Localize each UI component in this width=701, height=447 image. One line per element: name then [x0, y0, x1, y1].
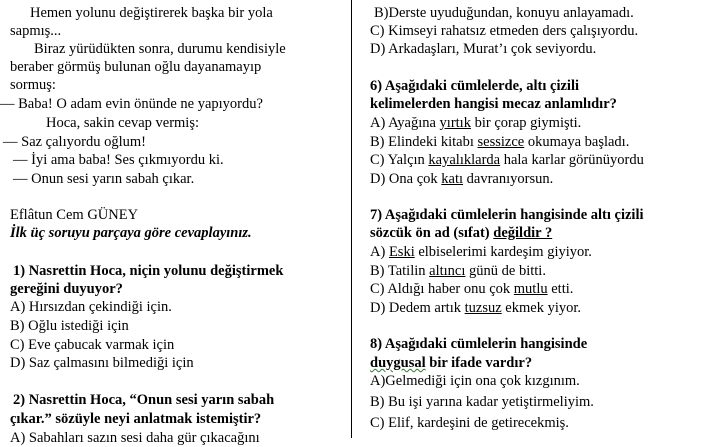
story-line-5: sormuş:: [10, 77, 56, 93]
q7-option-d: D) Dedem artık tuzsuz ekmek yiyor.: [370, 300, 582, 316]
story-line-7: Hoca, sakin cevap vermiş:: [46, 115, 200, 131]
column-divider: [351, 0, 352, 438]
q6-option-c: C) Yalçın kayalıklarda hala karlar görünüyordu: [370, 152, 644, 168]
q6-option-a: A) Ayağına yırtık bir çorap giymişti.: [370, 115, 582, 131]
q7-option-a: A) Eski elbiselerimi kardeşim giyiyor.: [370, 244, 592, 260]
story-line-6: — Baba! O adam evin önünde ne yapıyordu?: [0, 96, 263, 112]
q7-stem-line2: sözcük ön ad (sıfat) değildir ?: [370, 225, 553, 241]
q1-option-d: D) Saz çalmasını bilmediği için: [10, 355, 194, 371]
q6-stem-line1: 6) Aşağıdaki cümlelerde, altı çizili: [370, 78, 580, 94]
story-line-2: sapmış...: [10, 23, 62, 39]
q7-option-b: B) Tatilin altıncı günü de bitti.: [370, 263, 546, 279]
q2-stem-line1: 2) Nasrettin Hoca, “Onun sesi yarın sabah: [13, 392, 275, 408]
q2-option-a: A) Sabahları sazın sesi daha gür çıkacağını: [10, 430, 260, 446]
q1-option-c: C) Eve çabucak varmak için: [10, 337, 175, 353]
q6-c-underlined-word: kayalıklarda: [428, 152, 501, 168]
q7-b-underlined-word: altıncı: [429, 263, 466, 279]
story-line-10: — Onun sesi yarın sabah çıkar.: [13, 171, 195, 187]
q1-option-a: A) Hırsızdan çekindiği için.: [10, 299, 172, 315]
q6-option-d: D) Ona çok katı davranıyorsun.: [370, 171, 554, 187]
story-line-9: — İyi ama baba! Ses çıkmıyordu ki.: [13, 152, 224, 168]
instruction-text: İlk üç soruyu parçaya göre cevaplayınız.: [10, 225, 252, 241]
q1-stem-line1: 1) Nasrettin Hoca, niçin yolunu değiştirmek: [13, 263, 284, 279]
story-line-1: Hemen yolunu değiştirerek başka bir yola: [30, 5, 273, 21]
q2-stem-line2: çıkar.” sözüyle neyi anlatmak istemiştir?: [10, 411, 262, 427]
author-name: Eflâtun Cem GÜNEY: [10, 207, 139, 223]
q8-option-b: B) Bu işi yarına kadar yetiştirmeliyim.: [370, 394, 594, 410]
q8-option-c: C) Elif, kardeşini de getirecekmiş.: [370, 415, 569, 431]
q1-option-b: B) Oğlu istediği için: [10, 318, 129, 334]
q6-b-underlined-word: sessizce: [477, 134, 525, 150]
q6-d-underlined-word: katı: [441, 171, 464, 187]
q7-underlined-word: değildir ?: [493, 225, 553, 241]
q7-c-underlined-word: mutlu: [513, 281, 548, 297]
q7-d-underlined-word: tuzsuz: [464, 300, 502, 316]
q5-option-c: C) Kimseyi rahatsız etmeden ders çalışıyordu.: [370, 23, 639, 39]
story-line-4: beraber görmüş bulunan oğlu dayanamayıp: [10, 59, 262, 75]
story-line-3: Biraz yürüdükten sonra, durumu kendisiyle: [34, 41, 286, 57]
q7-a-underlined-word: Eski: [388, 244, 415, 260]
q8-spellcheck-word: duygusal: [370, 355, 426, 371]
q6-option-b: B) Elindeki kitabı sessizce okumaya başladı.: [370, 134, 630, 150]
q5-option-d: D) Arkadaşları, Murat’ı çok seviyordu.: [370, 41, 597, 57]
q8-option-a: A)Gelmediği için ona çok kızgınım.: [370, 373, 580, 389]
q6-stem-line2: kelimelerden hangisi mecaz anlamlıdır?: [370, 96, 617, 112]
q7-option-c: C) Aldığı haber onu çok mutlu etti.: [370, 281, 574, 297]
q8-stem-line1: 8) Aşağıdaki cümlelerin hangisinde: [370, 336, 588, 352]
q8-stem-line2: duygusal bir ifade vardır?: [370, 355, 533, 371]
q1-stem-line2: gereğini duyuyor?: [10, 281, 123, 297]
q7-stem-line1: 7) Aşağıdaki cümlelerin hangisinde altı çizili: [370, 207, 644, 223]
story-line-8: — Saz çalıyordu oğlum!: [3, 134, 146, 150]
q5-option-b: B)Derste uyuduğundan, konuyu anlayamadı.: [374, 5, 634, 21]
q6-a-underlined-word: yırtık: [439, 115, 471, 131]
